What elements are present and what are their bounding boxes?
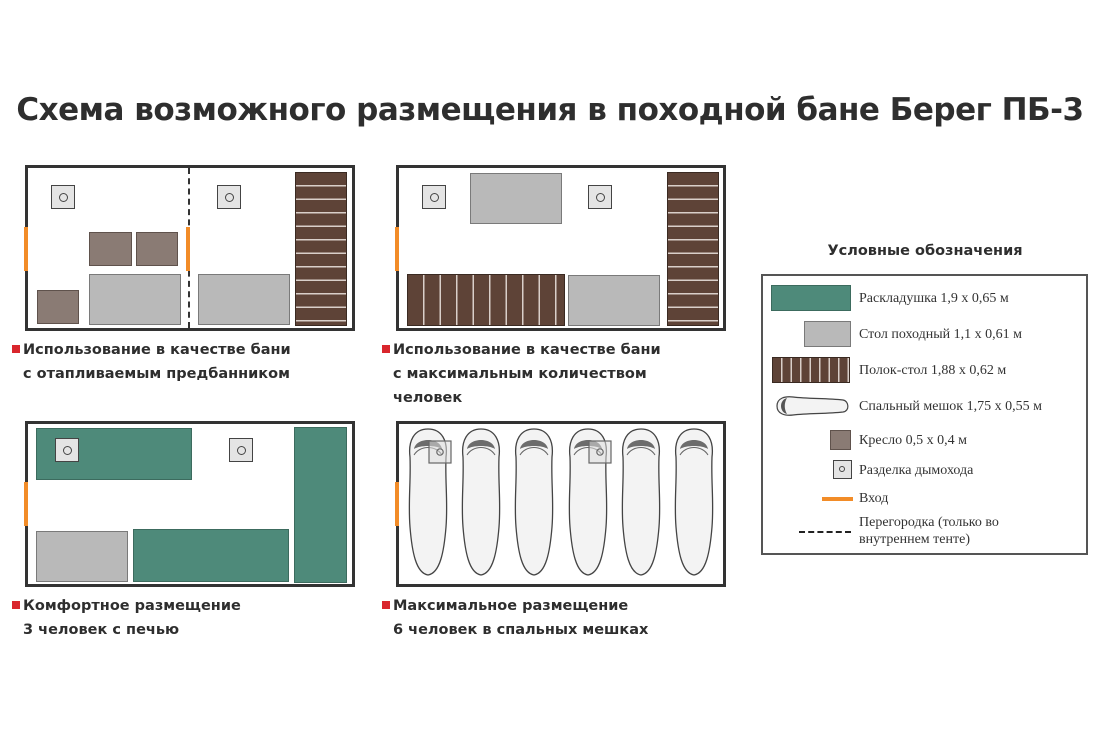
sleeping-bags-group <box>399 424 723 584</box>
legend-item-sleeping-bag: Спальный мешок 1,75 х 0,55 м <box>763 392 1086 422</box>
entrance-marker <box>395 227 399 271</box>
bullet-icon <box>12 601 20 609</box>
table-icon <box>804 321 851 347</box>
legend-item-partition: Перегородка (только во внутреннем тенте) <box>763 514 1086 550</box>
bench <box>667 172 719 326</box>
cot <box>133 529 289 582</box>
chimney-icon <box>429 441 451 463</box>
caption-plan4: Максимальное размещение 6 человек в спальных мешках <box>382 594 648 642</box>
entrance-marker <box>24 227 28 271</box>
chimney-icon <box>589 441 611 463</box>
table <box>198 274 290 325</box>
sleeping-bag-icon <box>771 393 851 419</box>
legend-box <box>761 274 1088 555</box>
entrance-icon <box>822 497 853 501</box>
entrance-marker <box>186 227 190 271</box>
bench <box>407 274 565 326</box>
entrance-marker <box>24 482 28 526</box>
chair <box>37 290 79 324</box>
entrance-marker <box>395 482 399 526</box>
chair-icon <box>830 430 851 450</box>
chimney-icon <box>229 438 253 462</box>
legend-item-chair: Кресло 0,5 х 0,4 м <box>763 428 1086 454</box>
sleeping-bag <box>675 429 712 575</box>
legend-item-chimney: Разделка дымохода <box>763 458 1086 484</box>
sleeping-bag <box>462 429 499 575</box>
caption-plan2: Использование в качестве бани с максимальным количеством человек <box>382 338 661 410</box>
chimney-icon <box>422 185 446 209</box>
plan-comfort-stove <box>25 421 355 587</box>
legend-item-cot: Раскладушка 1,9 х 0,65 м <box>763 284 1086 314</box>
chair <box>89 232 132 266</box>
chimney-icon <box>833 460 852 479</box>
caption-plan1: Использование в качестве бани с отапливаемым предбанником <box>12 338 291 386</box>
bullet-icon <box>382 601 390 609</box>
sleeping-bag <box>515 429 552 575</box>
chair <box>136 232 178 266</box>
page-title: Схема возможного размещения в походной бане Берег ПБ-3 <box>16 92 1084 128</box>
chimney-icon <box>588 185 612 209</box>
table <box>470 173 562 224</box>
table <box>89 274 181 325</box>
plan-sleeping-bags <box>396 421 726 587</box>
table <box>568 275 660 326</box>
partition-icon <box>799 531 851 533</box>
bench <box>295 172 347 326</box>
legend-item-entrance: Вход <box>763 488 1086 510</box>
caption-plan3: Комфортное размещение 3 человек с печью <box>12 594 241 642</box>
cot-icon <box>771 285 851 311</box>
plan-max-people <box>396 165 726 331</box>
table <box>36 531 128 582</box>
plan-heated-anteroom <box>25 165 355 331</box>
bench-icon <box>772 357 850 383</box>
legend-item-table: Стол походный 1,1 х 0,61 м <box>763 320 1086 350</box>
chimney-icon <box>51 185 75 209</box>
sleeping-bag <box>622 429 659 575</box>
chimney-icon <box>217 185 241 209</box>
legend-item-bench: Полок-стол 1,88 х 0,62 м <box>763 356 1086 386</box>
cot <box>294 427 347 583</box>
chimney-icon <box>55 438 79 462</box>
legend-title: Условные обозначения <box>827 243 1023 259</box>
bullet-icon <box>382 345 390 353</box>
bullet-icon <box>12 345 20 353</box>
